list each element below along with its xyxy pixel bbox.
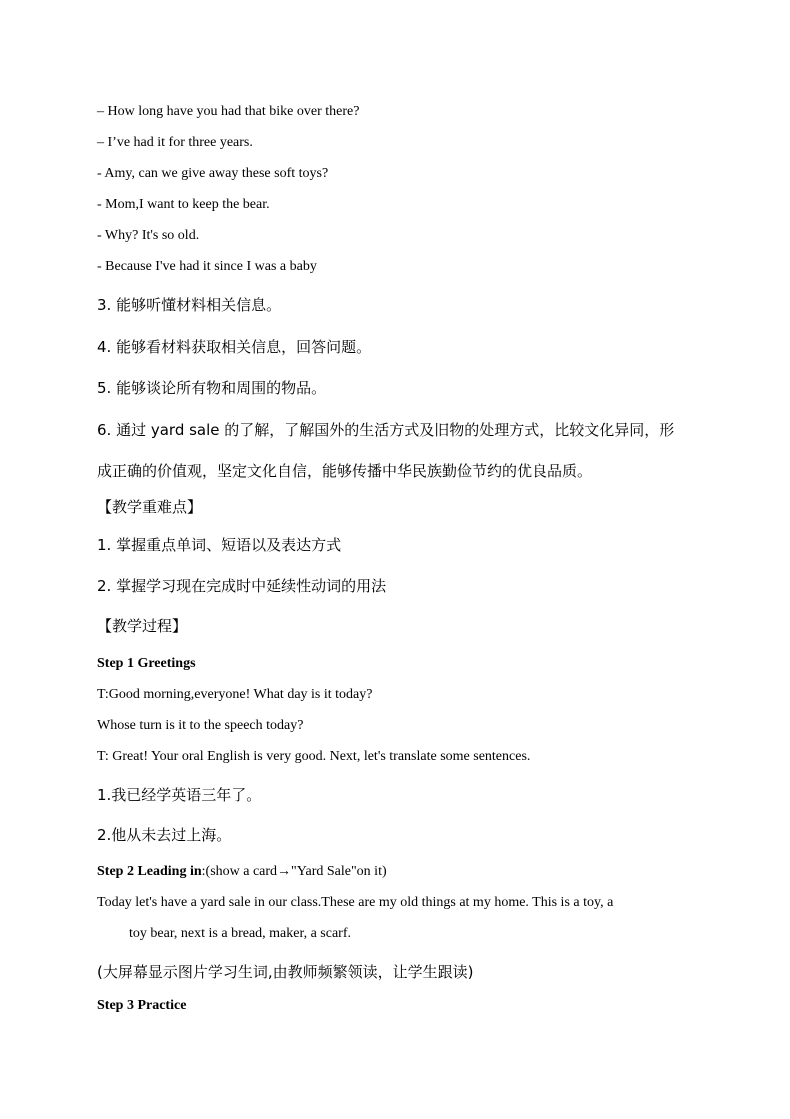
dialogue-line-5: - Why? It's so old. [97, 228, 200, 243]
step2-line-2: toy bear, next is a bread, maker, a scarf. [129, 926, 351, 941]
objective-5: 5. 能够谈论所有物和周围的物品。 [97, 379, 327, 397]
process-heading: 【教学过程】 [97, 617, 188, 635]
step1-line-2: Whose turn is it to the speech today? [97, 718, 304, 733]
translate-sentence-1: 1.我已经学英语三年了。 [97, 786, 262, 804]
objective-3: 3. 能够听懂材料相关信息。 [97, 296, 282, 314]
key-points-heading: 【教学重难点】 [97, 498, 203, 516]
objective-4: 4. 能够看材料获取相关信息，回答问题。 [97, 338, 372, 356]
translate-sentence-2: 2.他从未去过上海。 [97, 826, 232, 844]
step2-note: (大屏幕显示图片学习生词,由教师频繁领读，让学生跟读) [97, 963, 474, 981]
step2-line-1: Today let's have a yard sale in our class.These are my old things at my home. This is a toy, a [97, 895, 614, 910]
key-point-2: 2. 掌握学习现在完成时中延续性动词的用法 [97, 577, 387, 595]
dialogue-line-6: - Because I've had it since I was a baby [97, 259, 317, 274]
objective-6-continued: 成正确的价值观，坚定文化自信，能够传播中华民族勤俭节约的优良品质。 [97, 462, 593, 480]
step3-title: Step 3 Practice [97, 998, 187, 1013]
step1-title: Step 1 Greetings [97, 656, 196, 671]
dialogue-line-2: – I’ve had it for three years. [97, 135, 253, 150]
step1-line-3: T: Great! Your oral English is very good. Next, let's translate some sentences. [97, 749, 531, 764]
dialogue-line-4: - Mom,I want to keep the bear. [97, 197, 270, 212]
step2-title-suffix: :(show a card→"Yard Sale"on it) [201, 864, 387, 879]
dialogue-line-1: – How long have you had that bike over there? [97, 104, 360, 119]
step2-heading [97, 864, 387, 880]
objective-6: 6. 通过 yard sale 的了解，了解国外的生活方式及旧物的处理方式，比较文化异同，形 [97, 421, 675, 439]
key-point-1: 1. 掌握重点单词、短语以及表达方式 [97, 536, 342, 554]
dialogue-line-3: - Amy, can we give away these soft toys? [97, 166, 329, 181]
step2-title: Step 2 Leading in [97, 864, 202, 879]
step1-line-1: T:Good morning,everyone! What day is it today? [97, 687, 373, 702]
